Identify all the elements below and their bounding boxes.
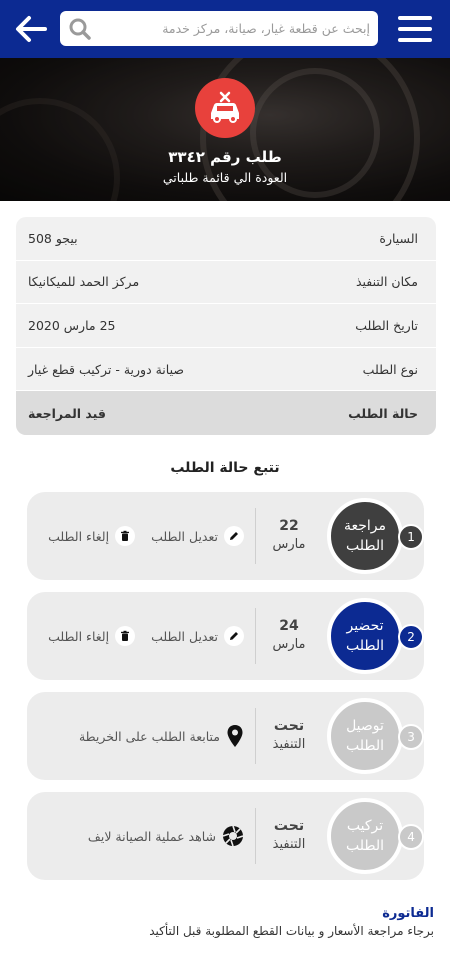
edit-order-button[interactable]: تعديل الطلب	[151, 526, 244, 546]
step-actions	[88, 792, 244, 880]
pencil-icon	[224, 626, 244, 646]
cancel-order-button[interactable]: إلغاء الطلب	[48, 626, 135, 646]
step-date: تحت التنفيذ	[272, 818, 306, 852]
step-actions	[48, 592, 244, 680]
watch-live-button[interactable]: شاهد عملية الصيانة لايف	[88, 825, 244, 847]
tracking-section-title: تتبع حالة الطلب	[170, 460, 280, 476]
detail-value: مركز الحمد للميكانيكا	[28, 274, 140, 290]
detail-row-type	[16, 348, 436, 392]
tracking-step-review	[27, 492, 424, 580]
search-bar	[60, 11, 378, 46]
back-button[interactable]	[14, 14, 48, 44]
step-date: 22 مارس	[272, 518, 306, 552]
tracking-step-delivery	[27, 692, 424, 780]
step-date: 24 مارس	[272, 618, 306, 652]
hamburger-menu-icon	[398, 16, 432, 20]
order-hero-banner	[0, 58, 450, 201]
step-number: 4	[398, 824, 424, 850]
camera-shutter-icon	[222, 825, 244, 847]
map-pin-icon	[226, 724, 244, 748]
detail-row-date	[16, 304, 436, 348]
cancel-order-button[interactable]: إلغاء الطلب	[48, 526, 135, 546]
invoice-text: برجاء مراجعة الأسعار و بيانات القطع المطلوبة قبل التأكيد	[149, 924, 434, 938]
trash-icon	[115, 526, 135, 546]
step-actions	[48, 492, 244, 580]
detail-label: نوع الطلب	[362, 361, 418, 377]
detail-value: صيانة دورية - تركيب قطع غيار	[28, 361, 184, 377]
detail-row-status	[16, 391, 436, 435]
step-number: 3	[398, 724, 424, 750]
search-input[interactable]	[97, 12, 378, 45]
step-circle: توصيل الطلب	[327, 698, 403, 774]
pencil-icon	[224, 526, 244, 546]
detail-label: تاريخ الطلب	[355, 317, 418, 333]
detail-row-location	[16, 261, 436, 305]
step-circle: مراجعة الطلب	[327, 498, 403, 574]
detail-value: 25 مارس 2020	[28, 317, 116, 333]
edit-order-button[interactable]: تعديل الطلب	[151, 626, 244, 646]
order-number-title: طلب رقم ٣٣٤٢	[168, 148, 282, 166]
back-to-orders-link[interactable]: العودة الي قائمة طلباتي	[162, 170, 288, 185]
status-badge: قيد المراجعة	[28, 405, 106, 421]
trash-icon	[115, 626, 135, 646]
step-circle: تحضير الطلب	[327, 598, 403, 674]
invoice-title: الفاتورة	[382, 906, 434, 921]
track-on-map-button[interactable]: متابعة الطلب على الخريطة	[79, 724, 244, 748]
car-repair-icon	[195, 78, 255, 138]
step-actions	[79, 692, 244, 780]
step-number: 2	[398, 624, 424, 650]
order-details-table	[16, 217, 436, 435]
detail-label: حالة الطلب	[348, 405, 418, 421]
detail-row-car	[16, 217, 436, 261]
step-number: 1	[398, 524, 424, 550]
invoice-section	[149, 906, 434, 938]
menu-button[interactable]	[398, 16, 432, 42]
step-circle: تركيب الطلب	[327, 798, 403, 874]
detail-label: مكان التنفيذ	[355, 274, 418, 290]
search-icon[interactable]	[63, 11, 97, 46]
detail-value: بيجو 508	[28, 230, 78, 246]
top-app-bar	[0, 0, 450, 58]
detail-label: السيارة	[379, 230, 418, 246]
tracking-step-install	[27, 792, 424, 880]
tracking-step-prepare	[27, 592, 424, 680]
step-date: تحت التنفيذ	[272, 718, 306, 752]
arrow-left-icon	[15, 15, 47, 43]
